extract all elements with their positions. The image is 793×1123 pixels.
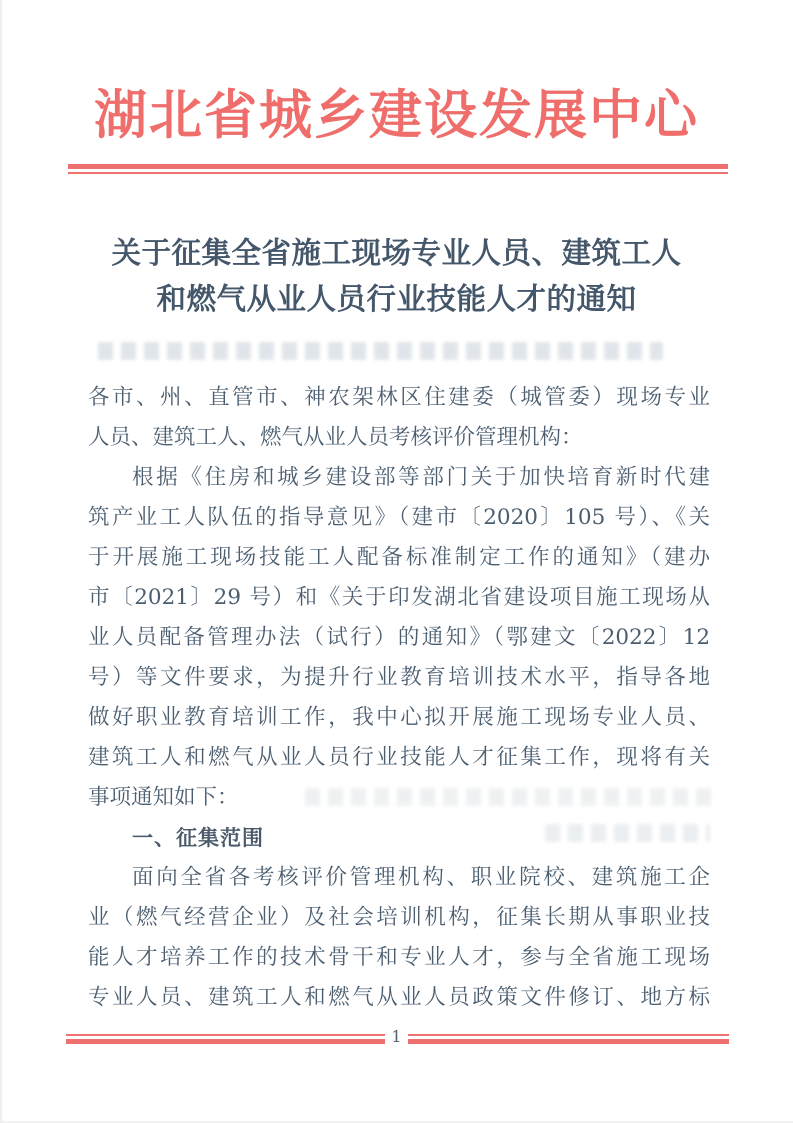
- letterhead-org-name: 湖北省城乡建设发展中心: [94, 84, 699, 146]
- body-line: 各市、州、直管市、神农架林区住建委（城管委）现场专业: [88, 385, 710, 410]
- body-line: 根据《住房和城乡建设部等部门关于加快培育新时代建: [132, 465, 710, 490]
- footer-rule-thick-line: [66, 1039, 729, 1044]
- notice-title: [0, 230, 793, 322]
- notice-title-line-1: 关于征集全省施工现场专业人员、建筑工人: [111, 235, 682, 270]
- footer-rule-thin-line: [66, 1034, 729, 1036]
- body-line: 专业人员、建筑工人和燃气从业人员政策文件修订、地方标: [88, 985, 710, 1010]
- body-line: 一、征集范围: [132, 826, 264, 850]
- body-line: 面向全省各考核评价管理机构、职业院校、建筑施工企: [132, 865, 710, 890]
- body-line: 事项通知如下：: [88, 785, 239, 810]
- notice-title-line-2: 和燃气从业人员行业技能人才的通知: [156, 281, 637, 316]
- body-line: 建筑工人和燃气从业人员行业技能人才征集工作，现将有关: [88, 745, 710, 770]
- body-line: 业人员配备管理办法（试行）的通知》（鄂建文〔2022〕12: [88, 625, 710, 650]
- body-line: 号）等文件要求，为提升行业教育培训技术水平，指导各地: [88, 665, 710, 690]
- body-line: 能人才培养工作的技术骨干和专业人才，参与全省施工现场: [88, 945, 710, 970]
- letterhead-double-rule: [68, 164, 728, 174]
- body-line: 业（燃气经营企业）及社会培训机构，征集长期从事职业技: [88, 905, 710, 930]
- body-line: 市〔2021〕29 号）和《关于印发湖北省建设项目施工现场从: [88, 585, 710, 610]
- body-line: 人员、建筑工人、燃气从业人员考核评价管理机构：: [88, 425, 583, 450]
- body-line: 于开展施工现场技能工人配备标准制定工作的通知》（建办: [88, 545, 710, 570]
- body-line: 筑产业工人队伍的指导意见》（建市〔2020〕105 号）、《关: [88, 505, 710, 530]
- notice-body: [88, 378, 710, 1018]
- letterhead-rule-thin-line: [68, 172, 728, 174]
- page-number-value: 1: [385, 1027, 407, 1046]
- body-line: 做好职业教育培训工作，我中心拟开展施工现场专业人员、: [88, 705, 710, 730]
- ink-bleed-through-artifact: [98, 342, 663, 360]
